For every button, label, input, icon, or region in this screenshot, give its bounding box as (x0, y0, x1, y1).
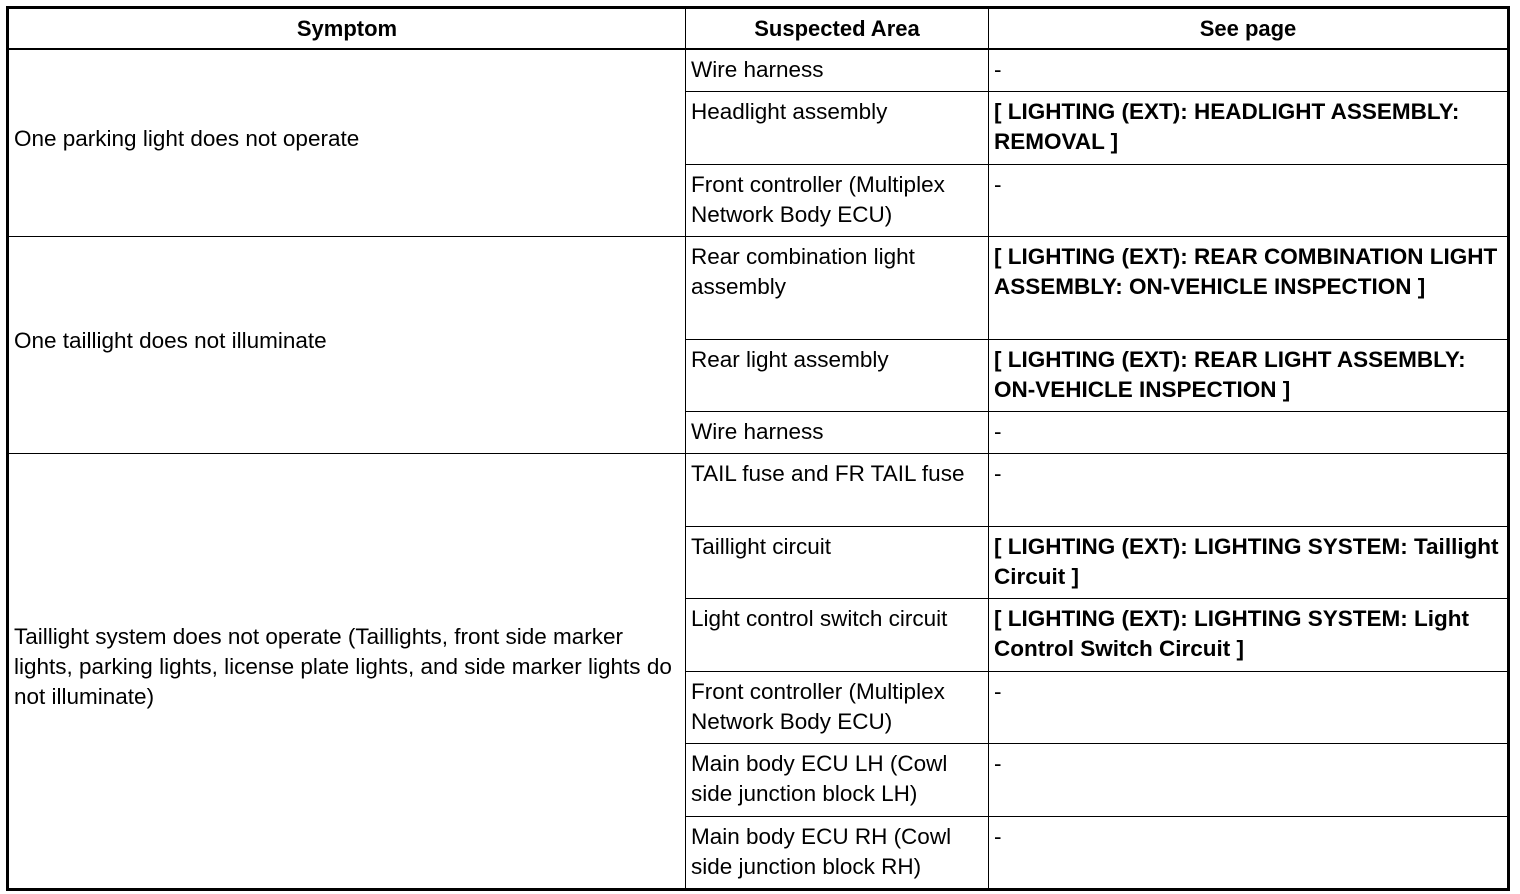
see-page-cell: - (989, 817, 1509, 890)
symptom-cell: Taillight system does not operate (Taillights, front side marker lights, parking lights, license plate lights, and side marker lights do not illuminate) (8, 454, 686, 890)
see-page-reference: [ LIGHTING (EXT): HEADLIGHT ASSEMBLY: REMOVAL ] (989, 92, 1509, 165)
header-row (8, 8, 1509, 50)
suspected-area-cell: Light control switch circuit (686, 599, 989, 672)
see-page-reference: [ LIGHTING (EXT): LIGHTING SYSTEM: Taillight Circuit ] (989, 527, 1509, 599)
suspected-area-cell: Front controller (Multiplex Network Body ECU) (686, 672, 989, 744)
suspected-area-cell: Taillight circuit (686, 527, 989, 599)
see-page-reference: [ LIGHTING (EXT): LIGHTING SYSTEM: Light Control Switch Circuit ] (989, 599, 1509, 672)
suspected-area-cell: Wire harness (686, 412, 989, 454)
see-page-cell: - (989, 744, 1509, 817)
table-row (8, 49, 1509, 92)
suspected-area-cell: Rear light assembly (686, 340, 989, 412)
suspected-area-cell: TAIL fuse and FR TAIL fuse (686, 454, 989, 527)
header-symptom: Symptom (8, 8, 686, 50)
troubleshooting-table (6, 6, 1510, 891)
symptom-cell: One parking light does not operate (8, 49, 686, 237)
see-page-cell: - (989, 454, 1509, 527)
suspected-area-cell: Wire harness (686, 49, 989, 92)
troubleshooting-table-container (6, 6, 1507, 891)
see-page-cell: - (989, 165, 1509, 237)
header-suspected-area: Suspected Area (686, 8, 989, 50)
suspected-area-cell: Headlight assembly (686, 92, 989, 165)
table-row (8, 237, 1509, 340)
see-page-reference: [ LIGHTING (EXT): REAR COMBINATION LIGHT ASSEMBLY: ON-VEHICLE INSPECTION ] (989, 237, 1509, 340)
header-see-page: See page (989, 8, 1509, 50)
table-header (8, 8, 1509, 50)
table-body (8, 49, 1509, 890)
see-page-reference: [ LIGHTING (EXT): REAR LIGHT ASSEMBLY: ON-VEHICLE INSPECTION ] (989, 340, 1509, 412)
see-page-cell: - (989, 672, 1509, 744)
suspected-area-cell: Main body ECU LH (Cowl side junction block LH) (686, 744, 989, 817)
suspected-area-cell: Rear combination light assembly (686, 237, 989, 340)
see-page-cell: - (989, 49, 1509, 92)
table-row (8, 454, 1509, 527)
see-page-cell: - (989, 412, 1509, 454)
suspected-area-cell: Front controller (Multiplex Network Body ECU) (686, 165, 989, 237)
symptom-cell: One taillight does not illuminate (8, 237, 686, 454)
suspected-area-cell: Main body ECU RH (Cowl side junction block RH) (686, 817, 989, 890)
